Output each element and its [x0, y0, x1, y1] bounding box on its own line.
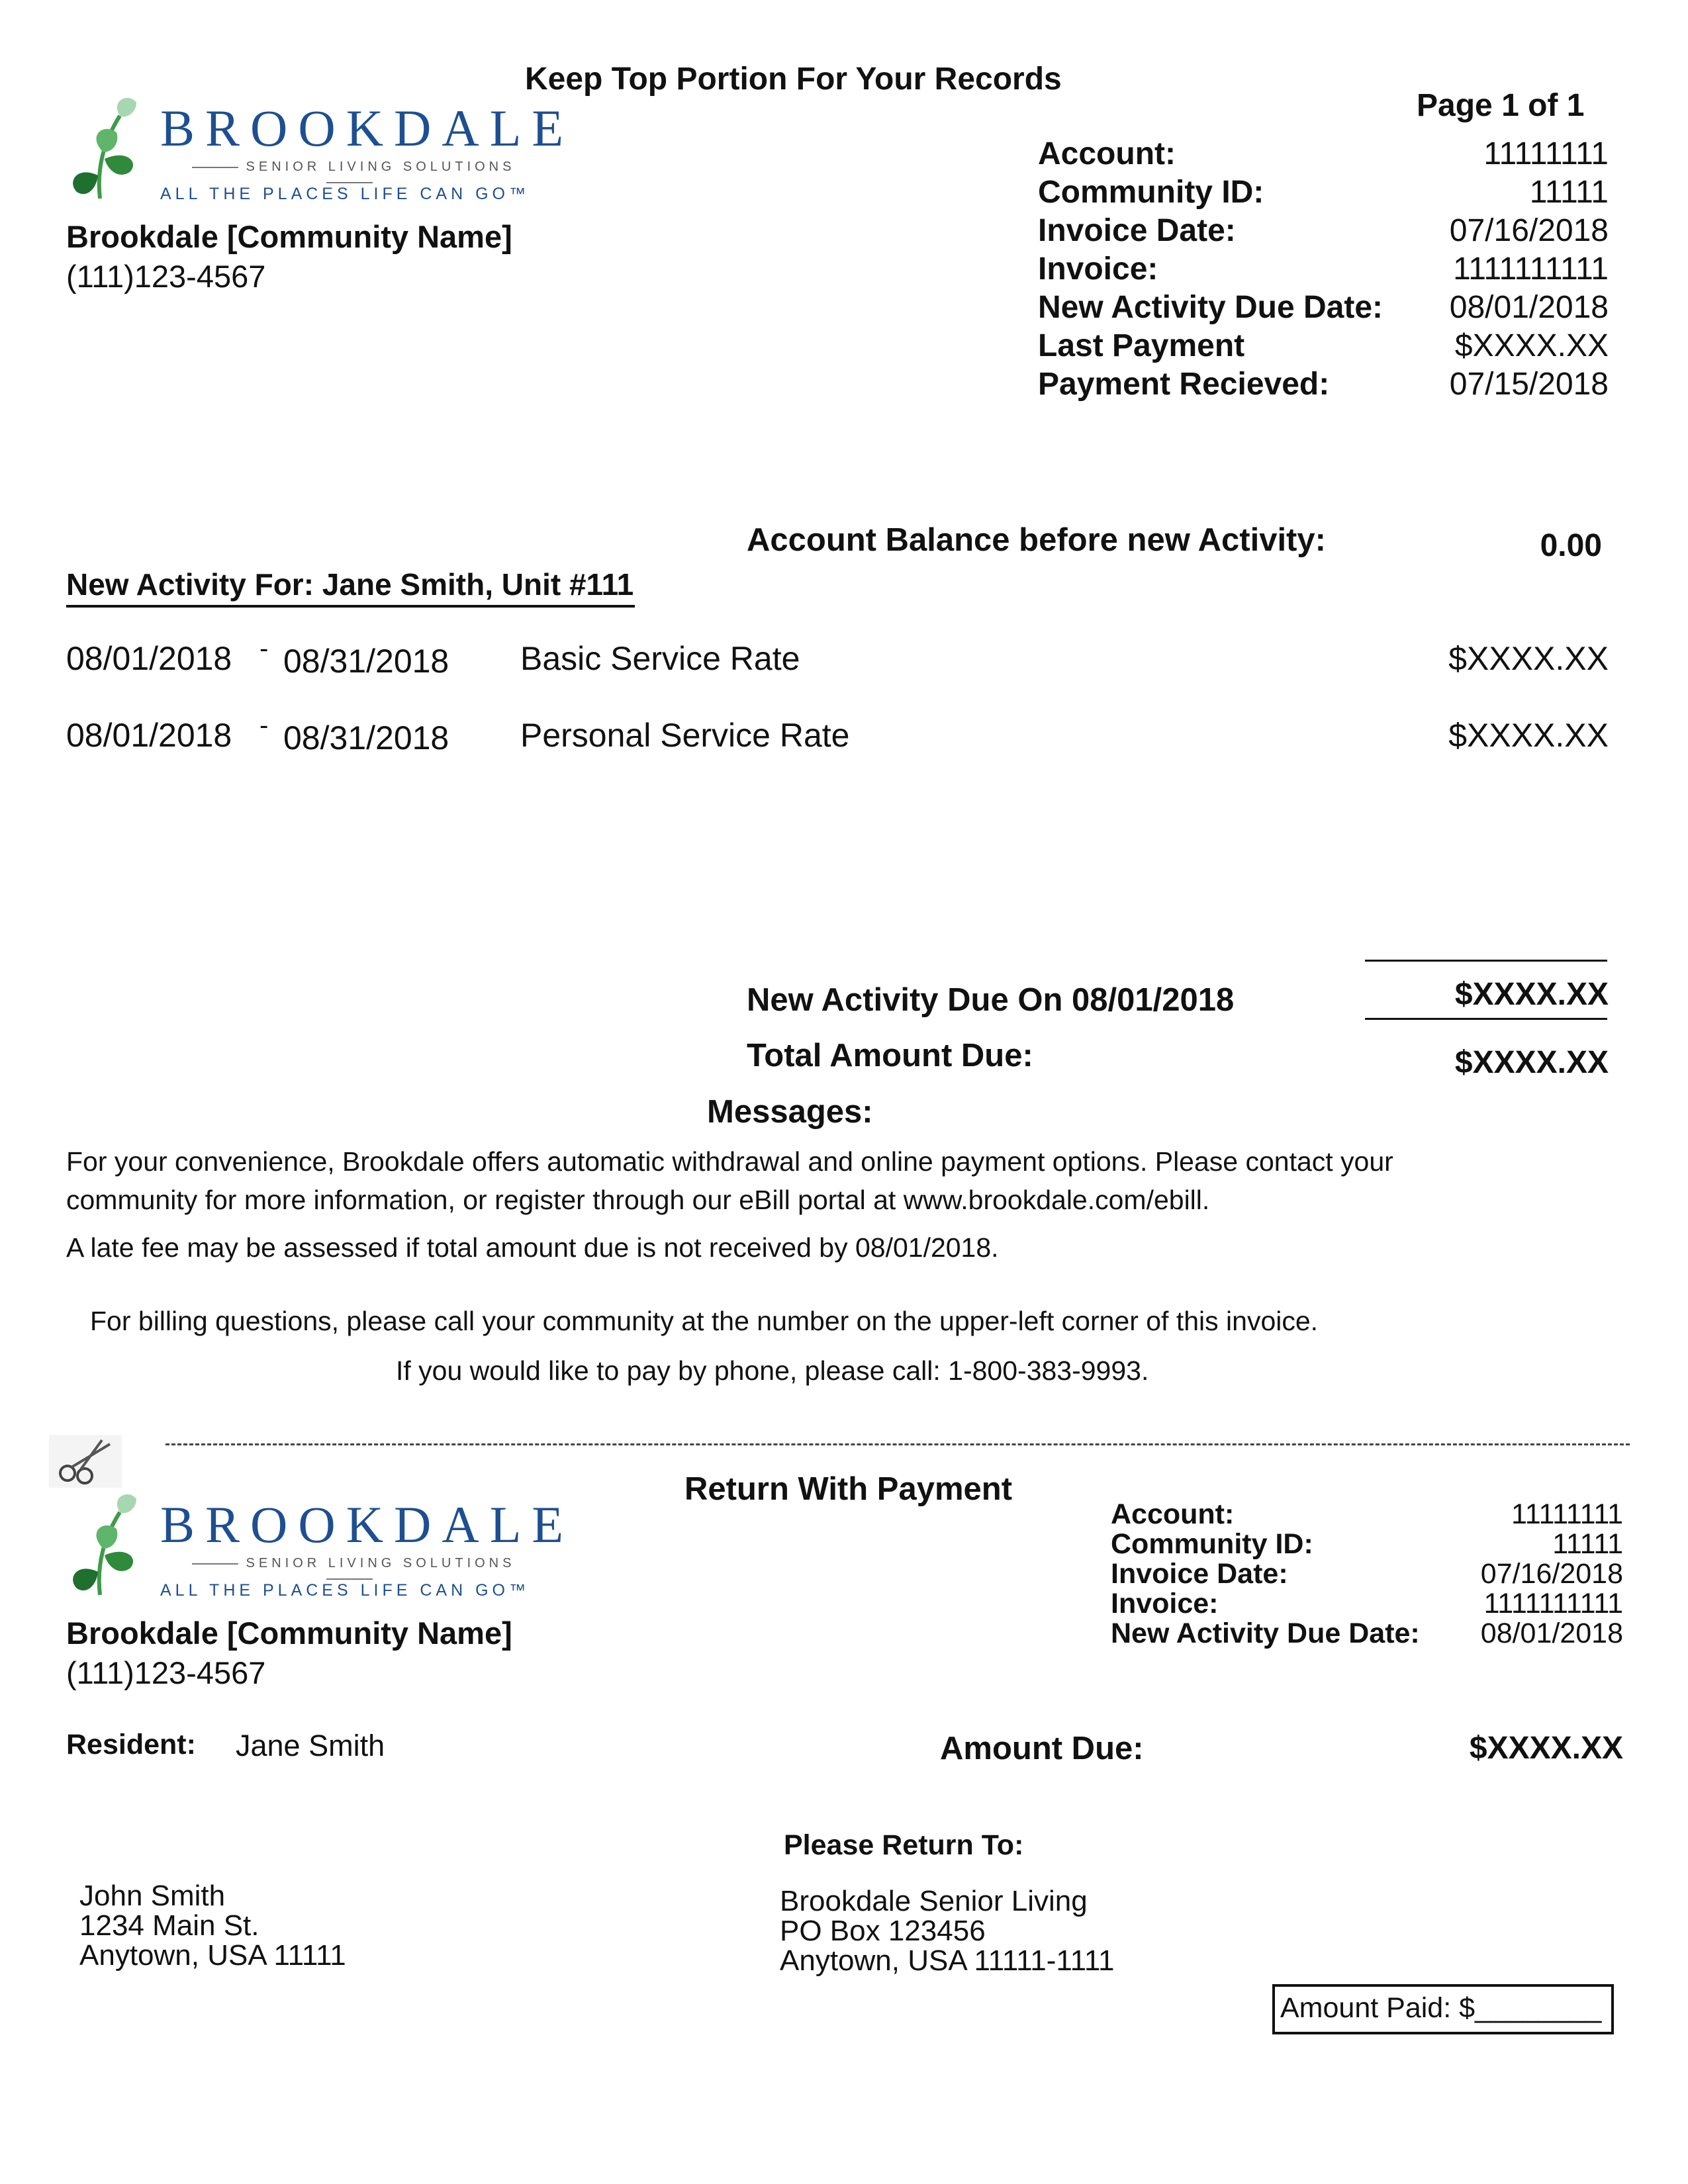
payer-address [79, 1881, 346, 1970]
payer-city: Anytown, USA 11111 [79, 1939, 346, 1972]
balance-label: Account Balance before new Activity: [747, 522, 1326, 558]
resident-label: Resident: [66, 1729, 196, 1760]
page-number: Page 1 of 1 [1417, 88, 1585, 123]
detail-value-payment-received: 07/15/2018 [1449, 367, 1609, 402]
community-phone: (111)123-4567 [66, 259, 266, 294]
detail-value-community-id: 11111 [1529, 175, 1609, 210]
stub-label-due-date: New Activity Due Date: [1111, 1617, 1420, 1649]
scissors-icon [49, 1435, 122, 1488]
resident-name: Jane Smith [236, 1729, 385, 1762]
detail-value-invoice-date: 07/16/2018 [1449, 213, 1609, 248]
item-start-date: 08/01/2018 [66, 640, 232, 677]
total-due-label: Total Amount Due: [747, 1038, 1033, 1073]
cut-line [165, 1443, 1630, 1445]
activity-heading: New Activity For: Jane Smith, Unit #111 [66, 567, 635, 608]
stub-value-invoice-date: 07/16/2018 [1480, 1558, 1623, 1590]
amount-due-value: $XXXX.XX [1469, 1731, 1623, 1766]
payee-name: Brookdale Senior Living [780, 1885, 1088, 1917]
logo-wordmark: BROOKDALE [160, 99, 574, 157]
message-line: If you would like to pay by phone, please call: 1-800-383-9993. [396, 1355, 1149, 1386]
leaf-icon [64, 1492, 143, 1598]
payee-city: Anytown, USA 11111-1111 [780, 1944, 1115, 1977]
total-rule-bottom [1365, 1018, 1607, 1020]
detail-value-due-date: 08/01/2018 [1449, 290, 1609, 325]
messages-heading: Messages: [707, 1094, 873, 1130]
payee-address [780, 1886, 1115, 1976]
message-line: A late fee may be assessed if total amount due is not received by 08/01/2018. [66, 1232, 999, 1263]
message-line: For your convenience, Brookdale offers automatic withdrawal and online payment options. Please contact your [66, 1146, 1393, 1177]
item-description: Basic Service Rate [520, 640, 800, 677]
detail-value-invoice: 1111111111 [1453, 251, 1609, 287]
brookdale-logo [64, 1492, 574, 1605]
brookdale-logo [64, 96, 574, 208]
detail-value-last-payment: $XXXX.XX [1454, 328, 1609, 363]
logo-wordmark: BROOKDALE [160, 1496, 574, 1553]
detail-label-due-date: New Activity Due Date: [1038, 290, 1383, 325]
payer-name: John Smith [79, 1880, 226, 1912]
detail-value-account: 11111111 [1483, 136, 1609, 171]
due-on-value: $XXXX.XX [1454, 977, 1609, 1012]
stub-community-phone: (111)123-4567 [66, 1655, 266, 1690]
item-start-date: 08/01/2018 [66, 717, 232, 754]
stub-value-due-date: 08/01/2018 [1480, 1617, 1623, 1649]
item-end-date: 08/31/2018 [283, 643, 449, 680]
balance-value: 0.00 [1540, 528, 1602, 563]
stub-community-name: Brookdale [Community Name] [66, 1615, 512, 1651]
detail-label-invoice: Invoice: [1038, 251, 1158, 287]
detail-label-community-id: Community ID: [1038, 175, 1264, 210]
message-line: community for more information, or register through our eBill portal at www.brookdale.com/ebill. [66, 1185, 1210, 1215]
due-on-label: New Activity Due On 08/01/2018 [747, 982, 1235, 1018]
item-end-date: 08/31/2018 [283, 719, 449, 756]
item-date-separator: - [259, 634, 269, 663]
payee-street: PO Box 123456 [780, 1915, 986, 1947]
logo-tagline: ALL THE PLACES LIFE CAN GO™ [160, 185, 530, 203]
stub-label-invoice-date: Invoice Date: [1111, 1558, 1288, 1590]
stub-value-community-id: 11111 [1552, 1528, 1623, 1560]
amount-paid-box[interactable]: Amount Paid: $________ [1272, 1984, 1614, 2034]
item-description: Personal Service Rate [520, 717, 850, 754]
logo-tagline: ALL THE PLACES LIFE CAN GO™ [160, 1581, 530, 1600]
item-date-separator: - [259, 711, 269, 740]
stub-value-invoice: 1111111111 [1483, 1588, 1623, 1619]
stub-label-community-id: Community ID: [1111, 1528, 1313, 1560]
stub-value-account: 11111111 [1511, 1498, 1623, 1530]
amount-due-label: Amount Due: [940, 1731, 1144, 1766]
detail-label-last-payment: Last Payment [1038, 328, 1245, 363]
return-to-label: Please Return To: [784, 1829, 1024, 1861]
item-amount: $XXXX.XX [1448, 640, 1609, 677]
total-due-value: $XXXX.XX [1454, 1045, 1609, 1080]
detail-label-invoice-date: Invoice Date: [1038, 213, 1236, 248]
item-amount: $XXXX.XX [1448, 717, 1609, 754]
detail-label-payment-received: Payment Recieved: [1038, 367, 1330, 402]
logo-subtitle: SENIOR LIVING SOLUTIONS [160, 1556, 539, 1586]
keep-title: Keep Top Portion For Your Records [525, 62, 1062, 97]
stub-title: Return With Payment [684, 1471, 1013, 1507]
total-rule-top [1365, 960, 1607, 962]
payer-street: 1234 Main St. [79, 1909, 259, 1942]
leaf-icon [64, 96, 143, 202]
detail-label-account: Account: [1038, 136, 1176, 171]
community-name: Brookdale [Community Name] [66, 219, 512, 254]
logo-subtitle: SENIOR LIVING SOLUTIONS [160, 159, 539, 190]
stub-label-invoice: Invoice: [1111, 1588, 1219, 1619]
message-line: For billing questions, please call your community at the number on the upper-left corner of this invoice. [90, 1306, 1319, 1336]
stub-label-account: Account: [1111, 1498, 1235, 1530]
